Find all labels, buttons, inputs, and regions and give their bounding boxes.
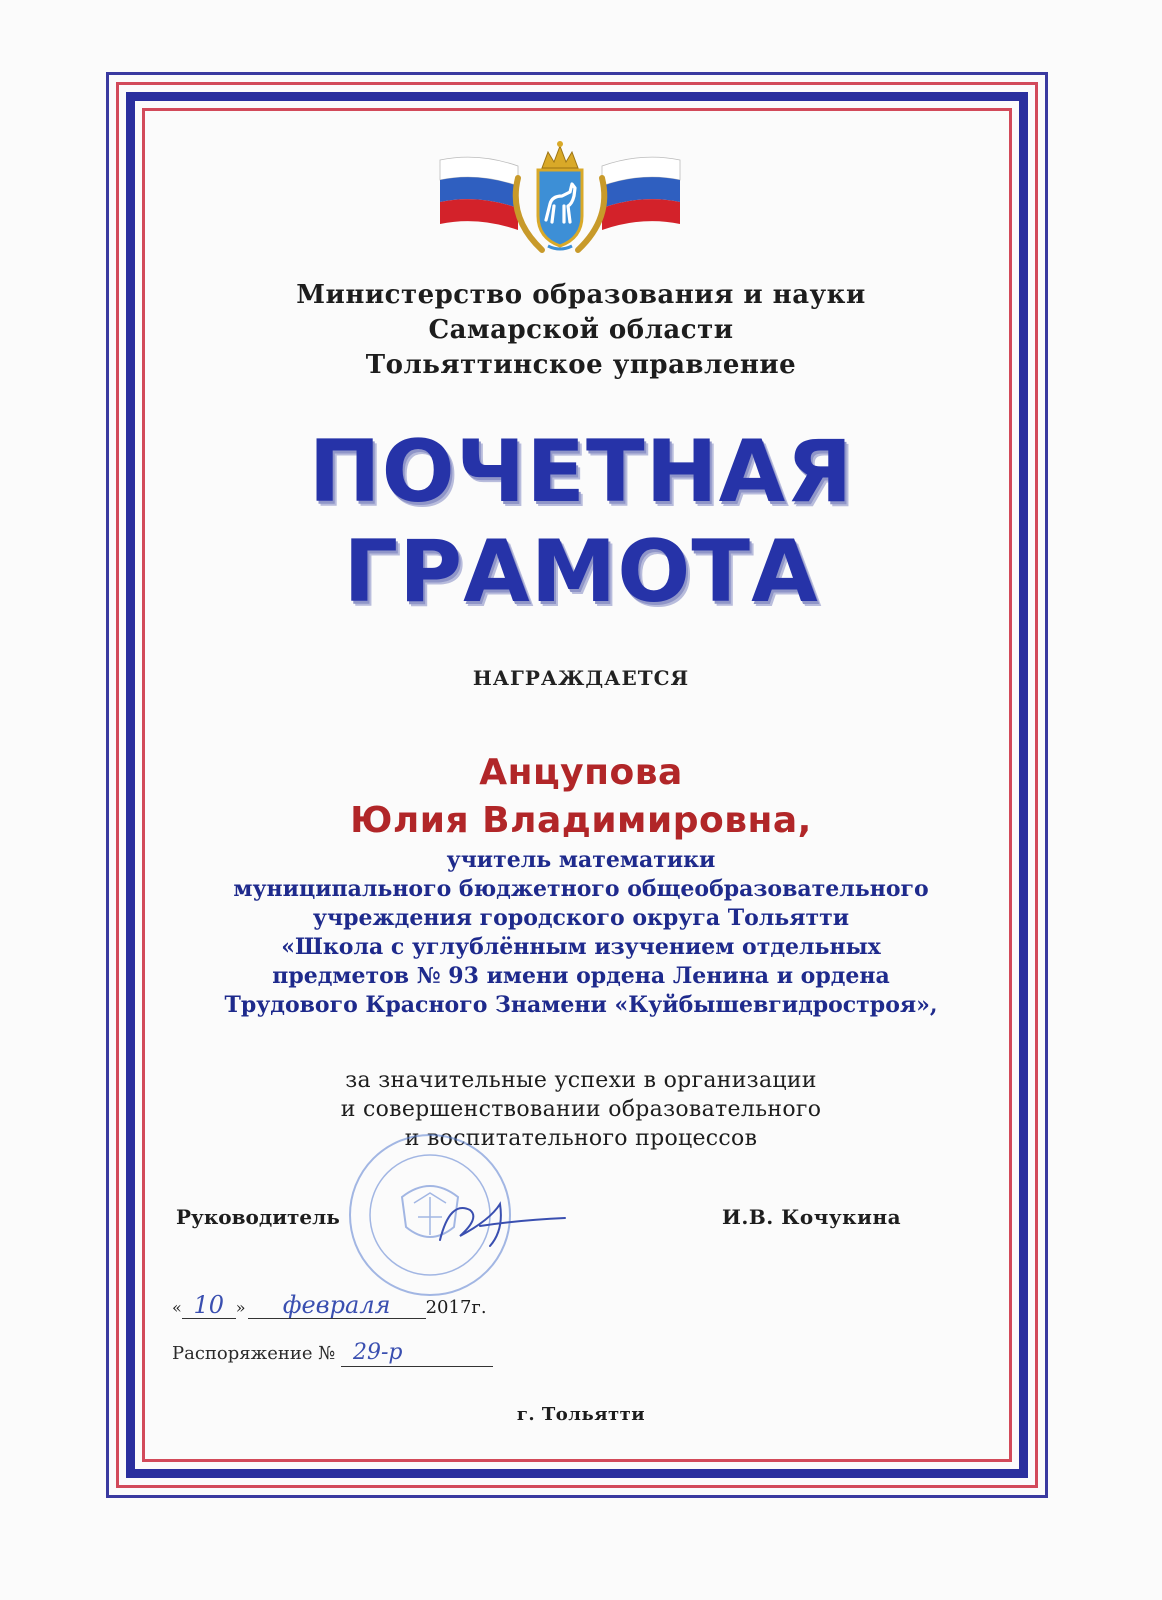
issue-city: г. Тольятти <box>516 1404 646 1425</box>
signature-icon <box>420 1190 570 1260</box>
reason-line: за значительные успехи в организации <box>345 1068 817 1093</box>
issue-date <box>172 1292 487 1319</box>
awarded-label: НАГРАЖДАЕТСЯ <box>472 666 690 690</box>
certificate-title-line-1: ПОЧЕТНАЯ <box>308 422 854 522</box>
issuer-line-2: Самарской области <box>428 315 734 345</box>
recipient-given-names: Юлия Владимировна, <box>350 800 812 841</box>
position-line: Трудового Красного Знамени «Куйбышевгидростроя», <box>224 992 938 1018</box>
date-close-quote: » <box>235 1298 246 1317</box>
date-day: 10 <box>182 1292 236 1319</box>
reason-line: и воспитательного процессов <box>404 1126 758 1151</box>
signatory-role: Руководитель <box>176 1205 340 1229</box>
coat-of-arms-icon <box>438 138 682 260</box>
left-flag-icon <box>440 157 518 230</box>
issuer-line-1: Министерство образования и науки <box>296 280 866 310</box>
date-month: февраля <box>248 1292 426 1319</box>
issuer-line-3: Тольяттинское управление <box>365 350 797 380</box>
position-line: учитель математики <box>446 847 716 873</box>
order-label: Распоряжение № <box>172 1343 336 1364</box>
position-line: предметов № 93 имени ордена Ленина и ордена <box>272 963 890 989</box>
order-number: 29-р <box>341 1340 493 1367</box>
reason-line: и совершенствовании образовательного <box>340 1097 822 1122</box>
position-line: «Школа с углублённым изучением отдельных <box>281 934 881 960</box>
recipient-surname: Анцупова <box>479 752 683 793</box>
position-line: учреждения городского округа Тольятти <box>312 905 850 931</box>
issuer-block <box>160 278 1002 383</box>
certificate-title-line-2: ГРАМОТА <box>343 522 819 622</box>
right-flag-icon <box>602 157 680 230</box>
date-year: 2017г. <box>425 1297 487 1318</box>
position-line: муниципального бюджетного общеобразовательного <box>233 876 929 902</box>
order-reference <box>172 1340 493 1367</box>
recipient-position <box>160 846 1002 1020</box>
signatory-name: И.В. Кочукина <box>722 1205 902 1229</box>
date-open-quote: « <box>172 1298 182 1317</box>
award-reason <box>160 1066 1002 1153</box>
